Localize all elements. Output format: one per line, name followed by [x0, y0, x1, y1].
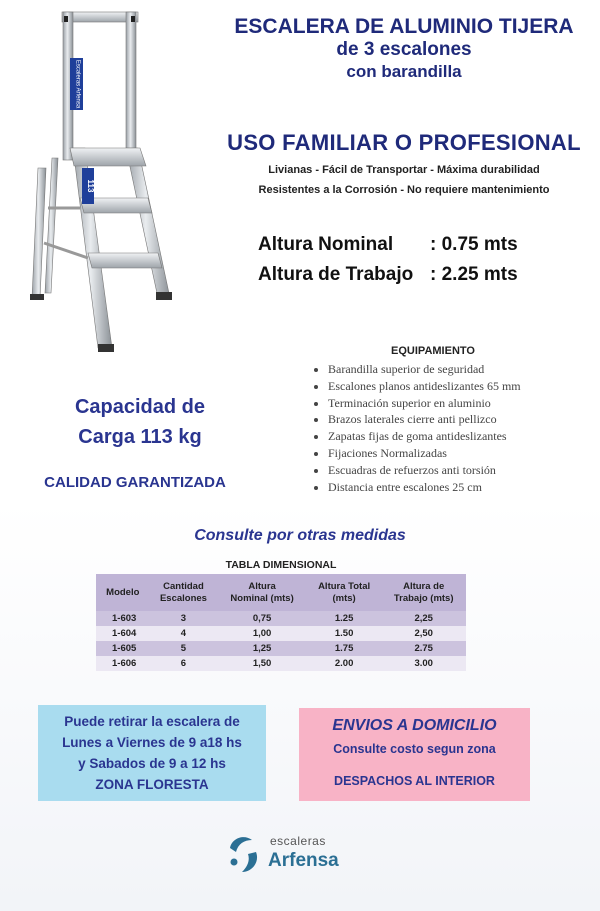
- col-total: Altura Total (mts): [307, 574, 382, 611]
- uso-title: USO FAMILIAR O PROFESIONAL: [227, 130, 581, 155]
- consulte-label: Consulte por otras medidas: [194, 527, 406, 544]
- list-item: • Fijaciones Normalizadas: [328, 445, 588, 462]
- table-header-row: [96, 574, 466, 611]
- equipamiento-title: EQUIPAMIENTO: [391, 345, 475, 357]
- ladder-load-label: 113: [86, 179, 95, 193]
- retirar-line4: ZONA FLORESTA: [95, 777, 209, 792]
- features-line1: Livianas - Fácil de Transportar - Máxima durabilidad: [268, 164, 540, 176]
- ladder-image: [18, 8, 208, 358]
- list-item: • Zapatas fijas de goma antideslizantes: [328, 428, 588, 445]
- list-item: • Escuadras de refuerzos anti torsión: [328, 462, 588, 479]
- capacidad-line2: Carga 113 kg: [78, 426, 202, 448]
- uso-section: [218, 130, 590, 200]
- logo-big-text: Arfensa: [268, 850, 339, 871]
- height-trabajo-value: : 2.25 mts: [430, 264, 518, 285]
- dimension-table: [96, 574, 466, 671]
- ladder-brand-label: Escaleras Arfensa: [74, 59, 81, 109]
- headline: [218, 14, 590, 83]
- capacidad-section: [40, 392, 240, 452]
- equipamiento-section: [308, 345, 588, 495]
- height-nominal-value: : 0.75 mts: [430, 234, 518, 255]
- retirar-line2: Lunes a Viernes de 9 a18 hs: [62, 735, 242, 750]
- height-trabajo-row: [258, 264, 588, 294]
- retirar-line3: y Sabados de 9 a 12 hs: [78, 756, 226, 771]
- heights-section: [258, 234, 588, 294]
- headline-line3: con barandilla: [346, 62, 462, 81]
- list-item: • Escalones planos antideslizantes 65 mm: [328, 378, 588, 395]
- list-item: • Distancia entre escalones 25 cm: [328, 479, 588, 496]
- tabla-title: TABLA DIMENSIONAL: [225, 559, 337, 571]
- table-row: 1-606 6 1,50 2.00 3.00: [96, 656, 466, 671]
- envios-box: [299, 708, 530, 801]
- envios-line2: Consulte costo segun zona: [333, 742, 496, 756]
- table-row: 1-603 3 0,75 1.25 2,25: [96, 611, 466, 626]
- retirar-box: [38, 705, 266, 801]
- height-trabajo-label: Altura de Trabajo: [258, 264, 414, 285]
- envios-line3: DESPACHOS AL INTERIOR: [334, 774, 495, 788]
- headline-line1: ESCALERA DE ALUMINIO TIJERA: [234, 15, 574, 38]
- col-nominal: Altura Nominal (mts): [217, 574, 307, 611]
- features-line2: Resistentes a la Corrosión - No requiere mantenimiento: [258, 184, 550, 196]
- height-nominal-label: Altura Nominal: [258, 234, 394, 255]
- swirl-icon: [222, 832, 266, 876]
- retirar-line1: Puede retirar la escalera de: [64, 714, 240, 729]
- col-trabajo: Altura de Trabajo (mts): [381, 574, 466, 611]
- list-item: • Brazos laterales cierre anti pellizco: [328, 411, 588, 428]
- calidad-label: CALIDAD GARANTIZADA: [44, 474, 226, 491]
- table-row: 1-604 4 1,00 1.50 2,50: [96, 626, 466, 641]
- headline-line2: de 3 escalones: [336, 39, 472, 60]
- logo-small-text: escaleras: [270, 834, 326, 848]
- table-row: 1-605 5 1,25 1.75 2.75: [96, 641, 466, 656]
- arfensa-logo: [220, 828, 380, 878]
- list-item: • Terminación superior en aluminio: [328, 395, 588, 412]
- height-nominal-row: [258, 234, 588, 264]
- col-modelo: Modelo: [96, 574, 150, 611]
- capacidad-line1: Capacidad de: [74, 396, 206, 418]
- envios-title: ENVIOS A DOMICILIO: [332, 717, 497, 734]
- list-item: • Barandilla superior de seguridad: [328, 361, 588, 378]
- equipamiento-list: [308, 361, 588, 495]
- col-cantidad: Cantidad Escalones: [150, 574, 218, 611]
- tabla-dimensional: [96, 559, 466, 671]
